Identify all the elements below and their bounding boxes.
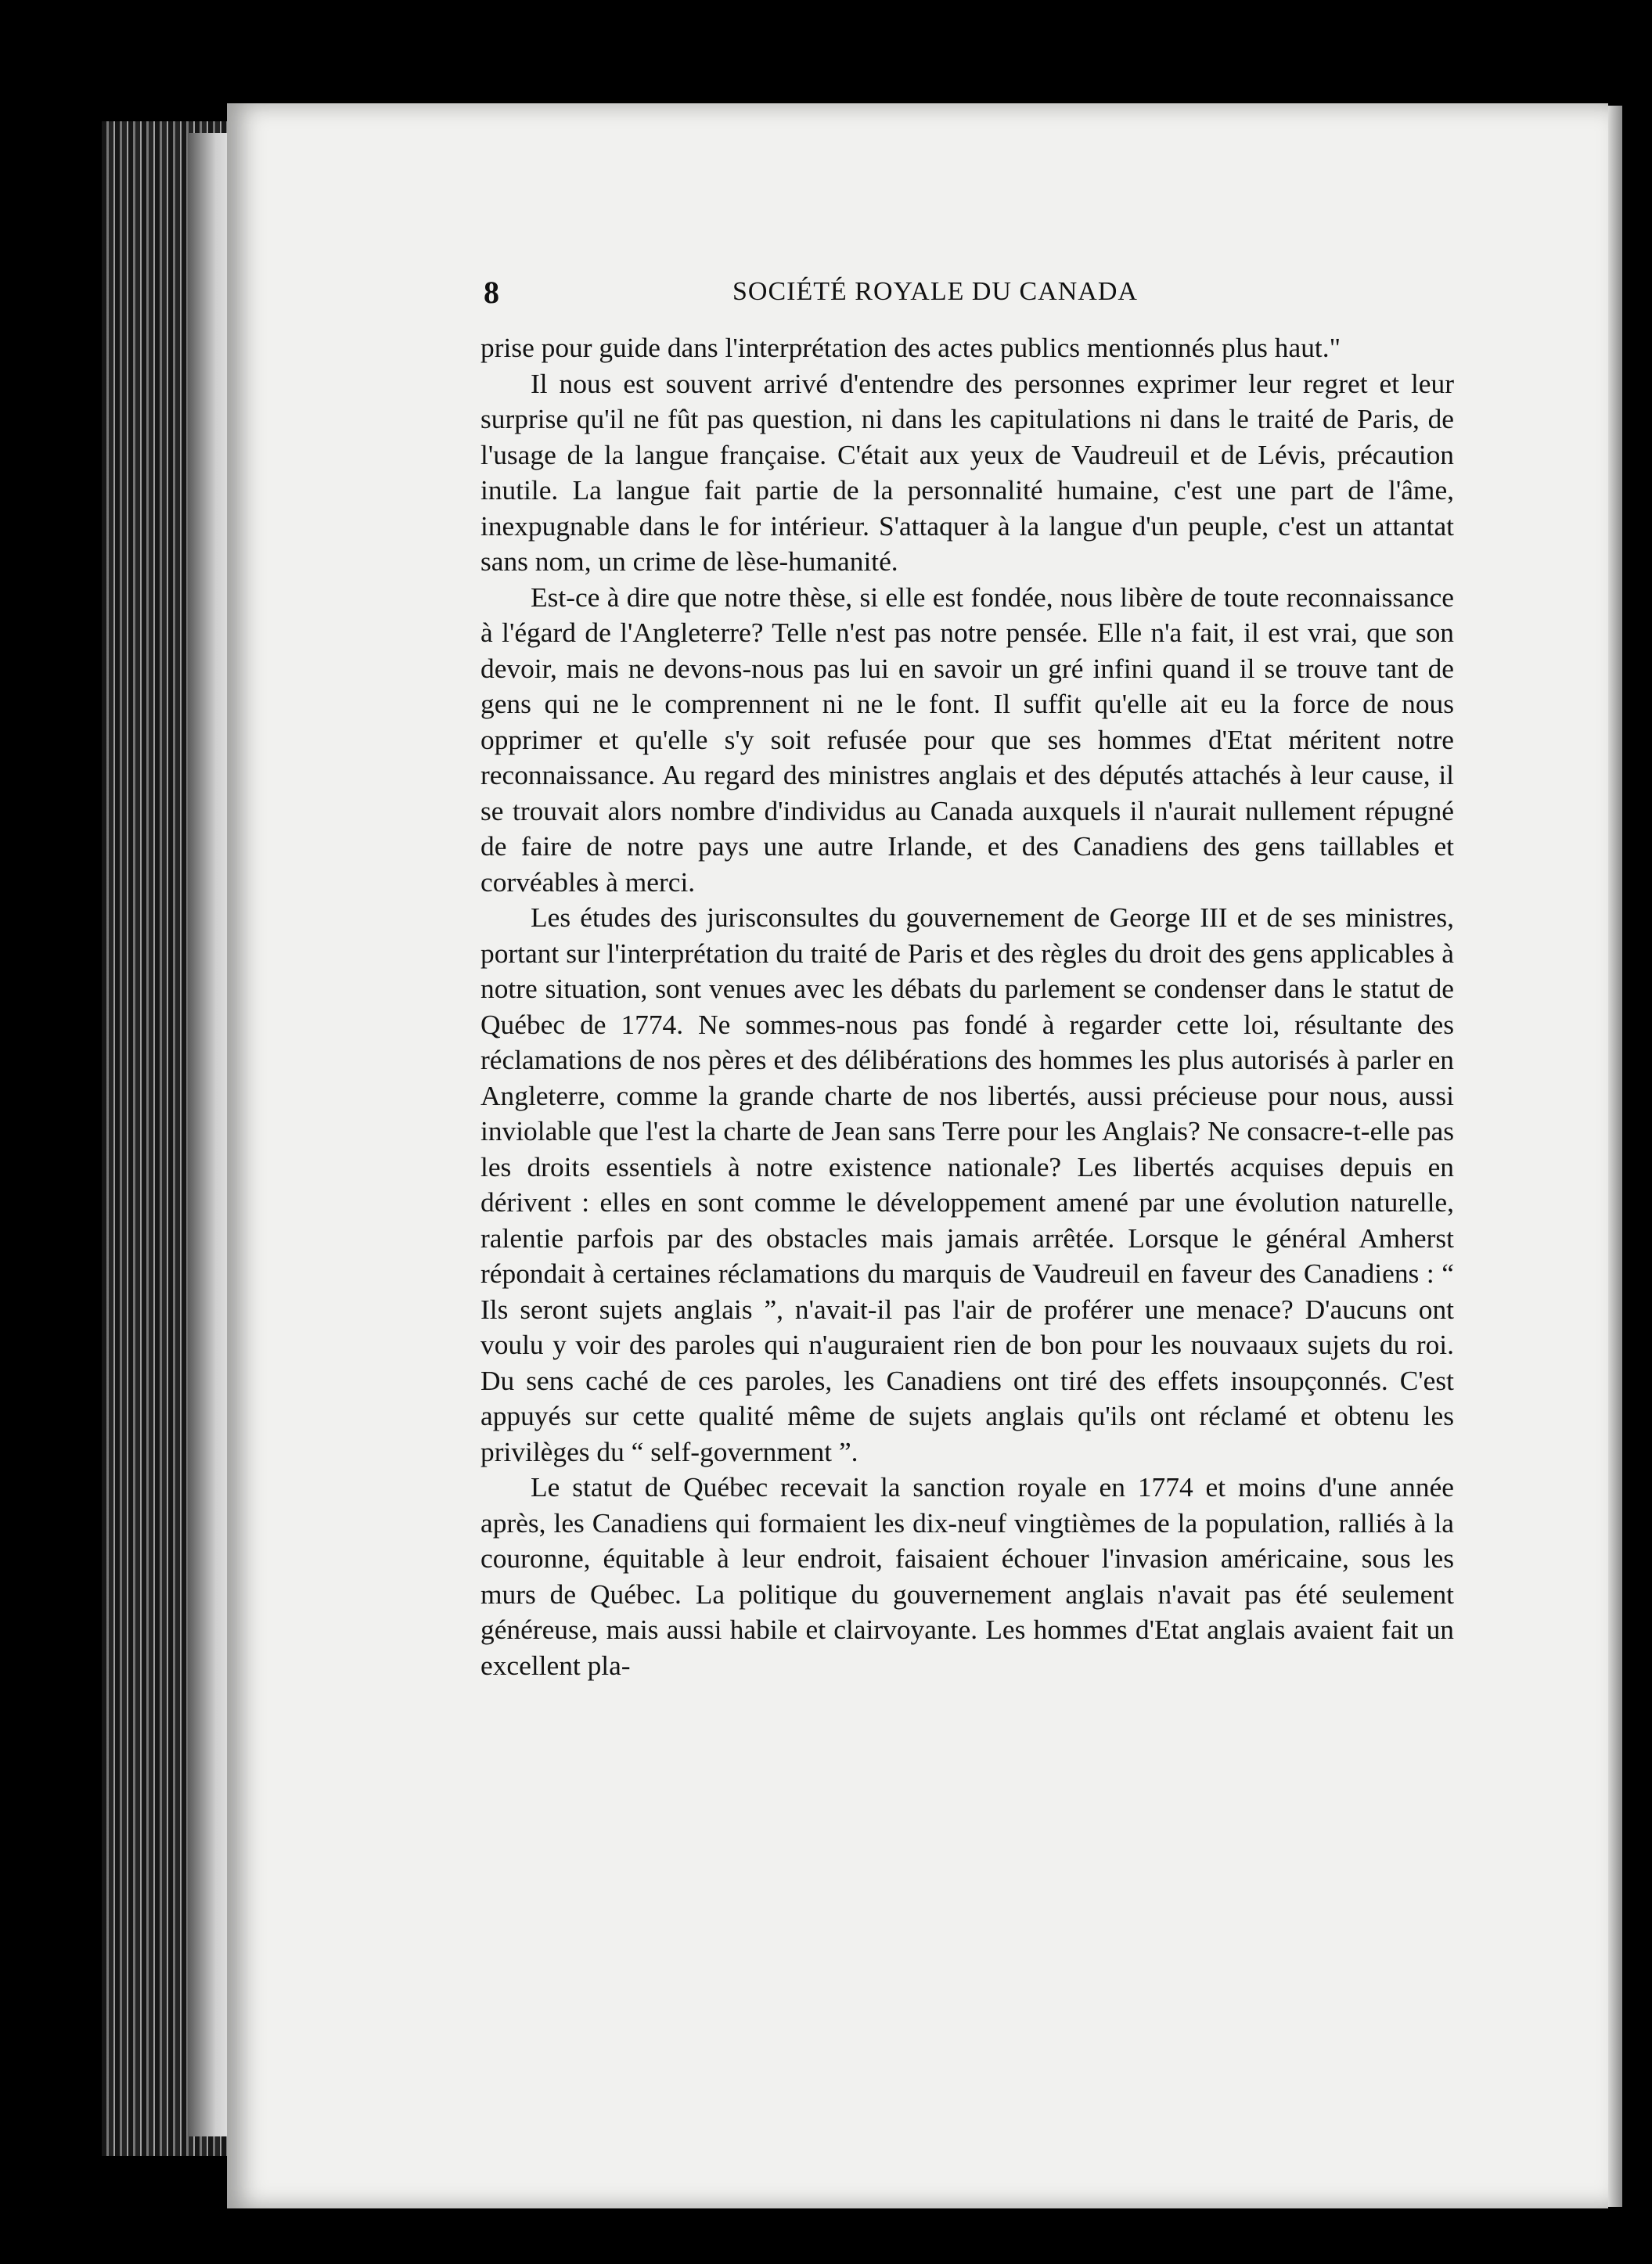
paragraph-invasion: Le statut de Québec recevait la sanction royale en 1774 et moins d'une année après, les Canadiens qui formaient les dix-neuf vingtièmes de la population, ralliés à la couronne, équitable à leur endroit, faisaient échouer l'invasion américaine, sous les murs de Québec. La politique du gouvernement anglais n'avait pas été seulement généreuse, mais aussi habile et clairvoyante. Les hommes d'Etat anglais avaient fait un excellent pla- [480, 1471, 1454, 1681]
body-text [480, 330, 1454, 1683]
paragraph-langue: Il nous est souvent arrivé d'entendre des personnes exprimer leur regret et leur surprise qu'il ne fût pas question, ni dans les capitulations ni dans le traité de Paris, de l'usage de la langue française. C'était aux yeux de Vaudreuil et de Lévis, précaution inutile. La langue fait partie de la personnalité humaine, c'est une part de l'âme, inexpugnable dans le for intérieur. S'attaquer à la langue d'un peuple, c'est un attantat sans nom, un crime de lèse-humanité. [480, 367, 1454, 577]
page-right-edge [1608, 106, 1622, 2207]
paragraph-statut-1774: Les études des jurisconsultes du gouvernement de George III et de ses ministres, portant sur l'interprétation du traité de Paris et des règles du droit des gens applicables à notre situation, sont venues avec les débats du parlement se condenser dans le statut de Québec de 1774. Ne sommes-nous pas fondé à regarder cette loi, résultante des réclamations de nos pères et des délibérations des hommes les plus autorisés à parler en Angleterre, comme la grande charte de nos libertés, aussi précieuse pour nous, aussi inviolable que l'est la charte de Jean sans Terre pour les Anglais? Ne consacre-t-elle pas les droits essentiels à notre existence nationale? Les libertés acquises depuis en dérivent : elles en sont comme le développement amené par une évolution naturelle, ralentie parfois par des obstacles mais jamais arrêtée. Lorsque le général Amherst répondait à certaines réclamations du marquis de Vaudreuil en faveur des Canadiens : “ Ils seront sujets anglais ”, n'avait-il pas l'air de proférer une menace? D'aucuns ont voulu y voir des paroles qui n'auguraient rien de bon pour les nouvaaux sujets du roi. Du sens caché de ces paroles, les Canadiens ont tiré des effets insoupçonnés. C'est appuyés sur cette qualité même de sujets anglais qu'ils ont réclamé et obtenu les privilèges du “ self-government ”. [480, 902, 1454, 1467]
paragraph-reconnaissance: Est-ce à dire que notre thèse, si elle est fondée, nous libère de toute reconnaissance à l'égard de l'Angleterre? Telle n'est pas notre pensée. Elle n'a fait, il est vrai, que son devoir, mais ne devons-nous pas lui en savoir un gré infini quand il se trouve tant de gens qui ne le comprennent ni ne le font. Il suffit qu'elle ait eu la force de nous opprimer et qu'elle s'y soit refusée pour que ses hommes d'Etat méritent notre reconnaissance. Au regard des ministres anglais et des députés attachés à leur cause, il se trouvait alors nombre d'individus au Canada auxquels il n'aurait nullement répugné de faire de notre pays une autre Irlande, et des Canadiens des gens taillables et corvéables à merci. [480, 581, 1454, 898]
running-head: SOCIÉTÉ ROYALE DU CANADA [732, 277, 1138, 306]
paragraph-continuation: prise pour guide dans l'interprétation des actes publics mentionnés plus haut." [480, 332, 1341, 363]
page-header [484, 274, 1180, 313]
page-number: 8 [484, 275, 499, 310]
